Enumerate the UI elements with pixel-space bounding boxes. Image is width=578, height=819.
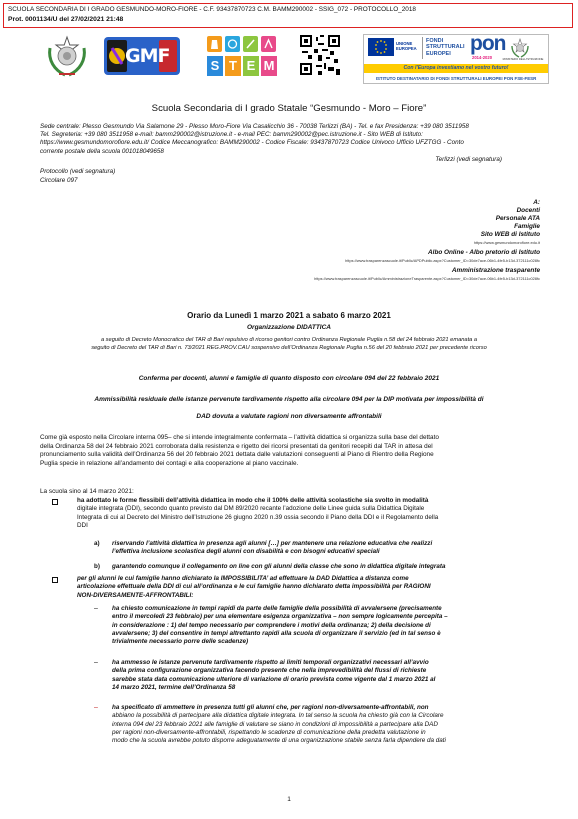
sub-item-line: riservando l’attività didattica in presenza agli alunni […] per mantenere una relazione educativa che realizzi	[112, 540, 433, 547]
recipient-item: Famiglie	[514, 223, 540, 230]
dash-line: ha specificato di ammettere in presenza tutti gli alunni che, per ragioni non-diversamente-affrontabili, non	[112, 704, 429, 711]
school-info-line: https://www.gesmundomorofiore.edu.it/ Codice Meccanografico: BAMM290002 - Codice Fiscale: 93437870723 Codice Univoco Ufficio UFZTGG - Conto	[40, 139, 464, 147]
protocol-line-1: SCUOLA SECONDARIA DI I GRADO GESMUNDO-MORO-FIORE - C.F. 93437870723 C.M. BAMM290002 - SSIG_072 - PROTOCOLLO_2018	[8, 6, 416, 13]
sub-item-a-label: a)	[94, 540, 100, 547]
recipient-item: Sito WEB di Istituto	[480, 231, 540, 238]
school-title: Scuola Secondaria di I grado Statale “Gesmundo - Moro – Fiore”	[151, 103, 427, 114]
list-lead: La scuola sino al 14 marzo 2021:	[40, 488, 134, 495]
dash-line: avvalersene; 3) del consentire in tempi altrettanto rapidi alla scuola di organizzare il servizio (ed in tal senso è	[112, 629, 441, 637]
school-info-line: corrente postale della scuola 001018049658	[40, 147, 164, 155]
paragraph-line: della Ordinanza 58 del 24 febbraio 2021 corroborata dalla resistenza e rigetto dei ricorsi presentati da genitori recepiti dal TAR in attesa del	[40, 442, 433, 450]
intro-line: a seguito di Decreto Monocratico del TAR di Bari repulsivo di ricorso genitori contro Ordinanza Regionale Puglia n.58 del 24 febbraio 2021 emanata a	[100, 337, 478, 343]
stem-letter-t: T	[225, 56, 241, 76]
checkbox-bullet-icon	[52, 499, 58, 505]
pon-years: 2014-2020	[472, 55, 493, 60]
dash-bullet-icon: –	[94, 659, 98, 666]
miur-caption: MINISTERO DELL'ISTRUZIONE	[502, 57, 544, 61]
stem-logo	[205, 34, 279, 78]
dash-line: interna 094 del 23 febbraio 2021 alle famiglie di valutare se siano in condizioni di impossibilità a partecipare alla DAD	[112, 720, 438, 728]
gmf-school-logo	[103, 36, 181, 76]
protocol-line-2: Prot. 0001134/U del 27/02/2021 21:48	[8, 16, 124, 23]
sub-item-b: garantendo comunque il collegamento on line con gli alunni della classe che sono in didattica digitale integrata	[112, 563, 446, 570]
recipient-item: Personale ATA	[495, 215, 540, 222]
italian-republic-emblem-icon	[46, 34, 88, 78]
dash-line: per ragioni non-diversamente-affrontabili, rispettando le scadenze di comunicazione della predetta valutazione in	[112, 728, 426, 736]
site-link[interactable]: https://www.gesmundomorofiore.edu.it	[473, 240, 540, 245]
intro-block	[0, 336, 578, 352]
dash-bullet-icon: –	[94, 605, 98, 612]
banner-institute-note: ISTITUTO DESTINATARIO DI FONDI STRUTTURALI EUROPEI PON FSE-FESR	[375, 76, 537, 81]
admissibility-line: Ammissibilità residuale delle istanze pervenute tardivamente rispetto alla circolare 094 per la DIP motivata per impossibilità di	[94, 396, 484, 403]
bullet-item-1	[77, 497, 552, 530]
pon-label: pon	[470, 32, 506, 55]
bullet-line: per gli alunni le cui famiglie hanno dichiarato la IMPOSSIBILITA’ ad effettuare la DAD Didattica a distanza come	[77, 575, 409, 582]
bullet-line: DDI	[77, 521, 88, 529]
dash-line: trivialmente necessario porre delle scadenze)	[112, 638, 249, 646]
recipients-block	[314, 199, 540, 283]
dash-item-3	[112, 704, 552, 745]
dash-item-1	[112, 605, 552, 646]
sub-item-b-label: b)	[94, 563, 100, 570]
dash-line: 14 marzo 2021, termine dell’Ordinanza 58	[112, 683, 236, 691]
dash-line: entro il mercoledì 23 febbraio) per una elementare esigenza organizzativa – non sempre logicamente percepita –	[112, 613, 448, 621]
admissibility-line: DAD dovuta a valutate ragioni non diversamente affrontabili	[196, 413, 382, 420]
transparency-link[interactable]: https://www.trasparenzascuole.it/Public/AmministrazioneTrasparente.aspx?Customer_ID=30de7ace-06b1-4fe5-b13d-372111c028fc	[314, 276, 540, 281]
dash-line: ha ammesso le istanze pervenute tardivamente rispetto ai limiti temporali organizzativi necessari all’avvio	[112, 659, 429, 666]
dash-bullet-icon: –	[94, 704, 98, 711]
paragraph-line: Come già esposto nella Circolare interna 095– che si intende integralmente confermata – l’attività didattica si organizza sulla base del dettato	[40, 434, 439, 441]
bullet-line: ha adottato le forme flessibili dell’attività didattica in modo che il 100% delle attività scolastiche sia svolto in modalità	[77, 497, 429, 504]
bullet-item-2	[77, 575, 552, 600]
qr-code-icon	[300, 35, 340, 75]
document-title: Orario da Lunedì 1 marzo 2021 a sabato 6 marzo 2021	[187, 311, 391, 320]
logo-row	[0, 32, 578, 98]
dash-item-2	[112, 659, 552, 692]
dash-line: ha chiesto comunicazione in tempi rapidi da parte delle famiglie della possibilità di avvalersene (precisamente	[112, 605, 442, 612]
transparency-label: Amministrazione trasparente	[451, 267, 540, 274]
paragraph-line: pronunciamento sulla validità dell’Ordinanza 56 del 20 febbraio 2021 dettata dalle valutazioni conseguenti al Piano di Rientro della Regione	[40, 451, 434, 459]
checkbox-bullet-icon	[52, 577, 58, 583]
albo-link[interactable]: https://www.trasparenzascuole.it/Public/APDPublic.aspx?Customer_ID=30de7ace-06b1-4fe5-b13d-372111c028fc	[345, 258, 540, 263]
sub-item-line: l’effettiva inclusione scolastica degli alunni con disabilità e con bisogni educativi speciali	[112, 548, 380, 556]
stem-letter-e: E	[243, 56, 259, 76]
dash-line: sarebbe stata data comunicazione ulteriore di variazione di orario prevista come vigente dal 1 marzo 2021 al	[112, 675, 436, 683]
gmf-logo-text: GMF	[125, 45, 170, 67]
school-info-line: Sede centrale: Plesso Gesmundo Via Salamone 29 - Plesso Moro-Fiore Via Casalicchio 36 - 70038 Terlizzi (BA) - Tel. e fax Presidenza: +39 080 3511958	[40, 123, 469, 130]
dash-line: della prima configurazione organizzativa facendo presente che nella imprevedibilità del flussi di richieste	[112, 667, 427, 675]
bullet-line: articolazione effettuale della DDI di cui all’ordinanza e le cui famiglie hanno dichiarato detta impossibilità per RAGIONI	[77, 583, 431, 591]
paragraph-line: Puglia specie in relazione all’andamento dei contagi e alla cooperazione al piano vaccinale.	[40, 459, 299, 467]
page-number: 1	[287, 796, 291, 803]
dash-line: in considerazione : 1) del tempo necessario per comprendere i motivi della ordinanza; 2) della decisione di	[112, 621, 431, 629]
stem-letters	[207, 56, 277, 76]
stem-letter-m: M	[261, 56, 277, 76]
school-info-block	[40, 123, 548, 156]
circular-number: Circolare 097	[40, 177, 78, 184]
protocol-reference: Protocollo (vedi segnatura)	[40, 168, 116, 175]
dash-line: abbiano la possibilità di partecipare alla didattica digitale integrata. In tal senso la scuola ha chiesto già con la Circolare	[112, 712, 444, 720]
document-subtitle: Organizzazione DIDATTICA	[246, 324, 332, 331]
intro-paragraph	[40, 434, 552, 468]
albo-online-label: Albo Online - Albo pretorio di Istituto	[428, 249, 540, 256]
miur-emblem-icon	[509, 38, 531, 58]
eu-label: UNIONE EUROPEA	[396, 41, 417, 51]
fondi-label: FONDI STRUTTURALI EUROPEI	[426, 38, 465, 57]
sub-item-a	[112, 540, 552, 557]
banner-divider	[422, 37, 423, 59]
eu-flag-icon	[368, 38, 394, 56]
place-and-date: Terlizzi (vedi segnatura)	[435, 156, 502, 163]
confirmation-heading: Conferma per docenti, alunni e famiglie di quanto disposto con circolare 094 del 22 febbraio 2021	[138, 375, 440, 382]
intro-line: seguito di Decreto del TAR di Bari n. 73/2021 REG.PROV.CAU sospensivo dell’Ordinanza Regionale Puglia n.56 del 20 febbraio 2021 per precedente ricorso	[91, 345, 487, 351]
stem-letter-s: S	[207, 56, 223, 76]
stem-science-icon	[205, 34, 279, 56]
bullet-line: digitale integrata (DDI), secondo quanto previsto dal DM 89/2020 recante l’adozione delle Linee guida sulla Didattica Digitale	[77, 505, 425, 513]
school-info-line: Tel. Segreteria: +39 080 3511958 e-mail: bamm290002@istruzione.it - e-mail PEC: bamm290002@pec.istruzione.it - Sito WEB di Istituto:	[40, 131, 423, 139]
banner-slogan: Con l'Europa investiamo nel vostro futuro!	[364, 64, 548, 73]
admissibility-heading	[0, 391, 578, 425]
bullet-line: NON-DIVERSAMENTE-AFFRONTABILI:	[77, 591, 194, 599]
pon-fse-banner	[363, 34, 549, 84]
protocol-stamp	[3, 3, 573, 28]
dash-line: modo che la scuola avrebbe potuto disporre adeguatamente di una organizzazione stabile senza farla dipendere da dati	[112, 737, 446, 745]
bullet-line: Integrata di cui al Decreto del Ministro dell’Istruzione 26 giugno 2020 n.39 ossia secondo il Piano della DDI e il Regolamento della	[77, 513, 439, 521]
recipient-item: Docenti	[516, 207, 540, 214]
recipients-prefix: A:	[533, 199, 540, 206]
